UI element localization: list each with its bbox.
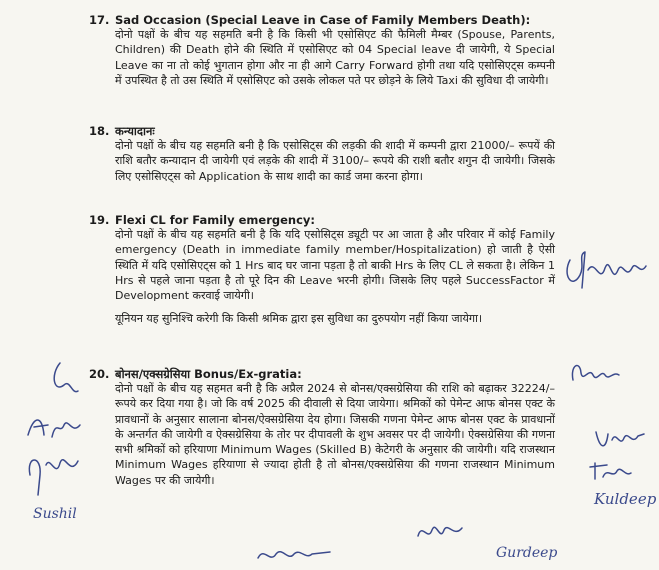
- signature-name-sushil: Sushil: [33, 506, 77, 522]
- clause-heading: Sad Occasion (Special Leave in Case of Family Members Death):: [115, 13, 531, 27]
- signature-sushil: [25, 490, 115, 535]
- signature-name-kuldeep: Kuldeep: [594, 490, 657, 508]
- clause-paragraph: दोनो पक्षों के बीच यह सहमति बनी है कि किसी भी एसोसिएट की फैमिली मैम्बर (Spouse, Parents, Children) की Death होने की स्थिति में एसोसिएट को 04 Special leave दी जायेगी, ये Special Leave का ना तो कोई भुगतान होगा और ना ही आगे Carry Forward होगी तथा यदि एसोसिएट्स कम्पनी में उपस्थित है तो उस स्थिति में एसोसिएट को उसके लोकल पते पर छोड़ने के लिये Taxi की सुविधा दी जायेगी।: [115, 28, 555, 87]
- clause-number: 17.: [89, 13, 110, 27]
- clause-paragraph: दोनो पक्षों के बीच यह सहमति बनी है कि यदि एसोसिट्स ड्यूटी पर आ जाता है और परिवार में कोई Family emergency (Death in immediate family member/Hospitalization) हो जाती है ऐसी स्थिति में यदि एसोसिएट्स को 1 Hrs बाद घर जाना पड़ता है तो बाकी Hrs के लिए CL ले सकता है। लेकिन 1 Hrs से पहले जाना पड़ता है तो पूरे दिन की Leave भरनी होगी। जिसके लिए पहले SuccessFactor में Development करवाई जायेगी।: [115, 228, 555, 303]
- signature-name-gurdeep: Gurdeep: [496, 545, 558, 561]
- clause-number: 20.: [89, 367, 110, 381]
- clause-number: 18.: [89, 124, 110, 138]
- clause-body: [115, 227, 555, 327]
- clause-heading: बोनस/एक्सग्रेसिया Bonus/Ex-gratia:: [115, 367, 302, 381]
- clause-paragraph: यूनियन यह सुनिश्चि करेगी कि किसी श्रमिक द्वारा इस सुविधा का दुरुपयोग नहीं किया जायेगा।: [115, 312, 483, 326]
- signature-right-1: [565, 355, 625, 390]
- signature-gurdeep: [490, 535, 570, 570]
- clause-heading: Flexi CL for Family emergency:: [115, 213, 316, 227]
- clause-body: [115, 27, 555, 88]
- clause-paragraph: दोनो पक्षों के बीच यह सहमत बनी है कि अप्रैल 2024 से बोनस/एक्सग्रेसिया की राशि को बढ़ाकर 32224/– रूपये कर दिया गया है। जो कि वर्ष 2025 की दीवाली से दिया जायेगा। श्रमिकों को पेमेन्ट आफ बोनस एक्ट के प्रावधानों के अनुसार सालाना बोनस/ऐक्सग्रेसिया देय होगा। जिसकी गणना पेमेन्ट आफ बोनस एक्ट के प्रावधानों के अन्तर्गत की जायेगी व ऐक्सग्रेसिया के तोर पर दीपावली के शुभ अवसर पर दी जायेगी। ऐक्सग्रेसिया की गणना सभी श्रमिकों को हरियाणा Minimum Wages (Skilled B) केटेगरी के अनुसार की जायेगी। यदि राजस्थान Minimum Wages हरियाणा से ज्यादा होती है तो बोनस/एक्सग्रेसिया की गणना राजस्थान Minimum Wages पर की जायेगी।: [115, 382, 555, 487]
- clause-body: [115, 381, 555, 488]
- clause-body: [115, 138, 555, 184]
- signature-bottom-1: [250, 540, 340, 568]
- clause-paragraph: दोनो पक्षों के बीच यह सहमति बनी है कि एसोसिट्स की लड़की की शादी में कम्पनी द्वारा 21000/– रूपयें की राशि बतौर कन्यादान दी जायेगी एवं लड़के की शादी में 3100/– रूपये की राशी बतौर शगुन दी जायेगी। जिसके लिए एसोसिएट्स को Application के साथ शादी का कार्ड जमा करना होगा।: [115, 139, 555, 183]
- clause-heading: कन्यादानः: [115, 124, 155, 138]
- signature-kuldeep: [590, 482, 659, 518]
- clause-number: 19.: [89, 213, 110, 227]
- signature-right-2: [590, 420, 650, 455]
- signature-right-top: [560, 240, 655, 305]
- signature-right-3: [585, 455, 640, 485]
- signature-bottom-2: [410, 512, 470, 552]
